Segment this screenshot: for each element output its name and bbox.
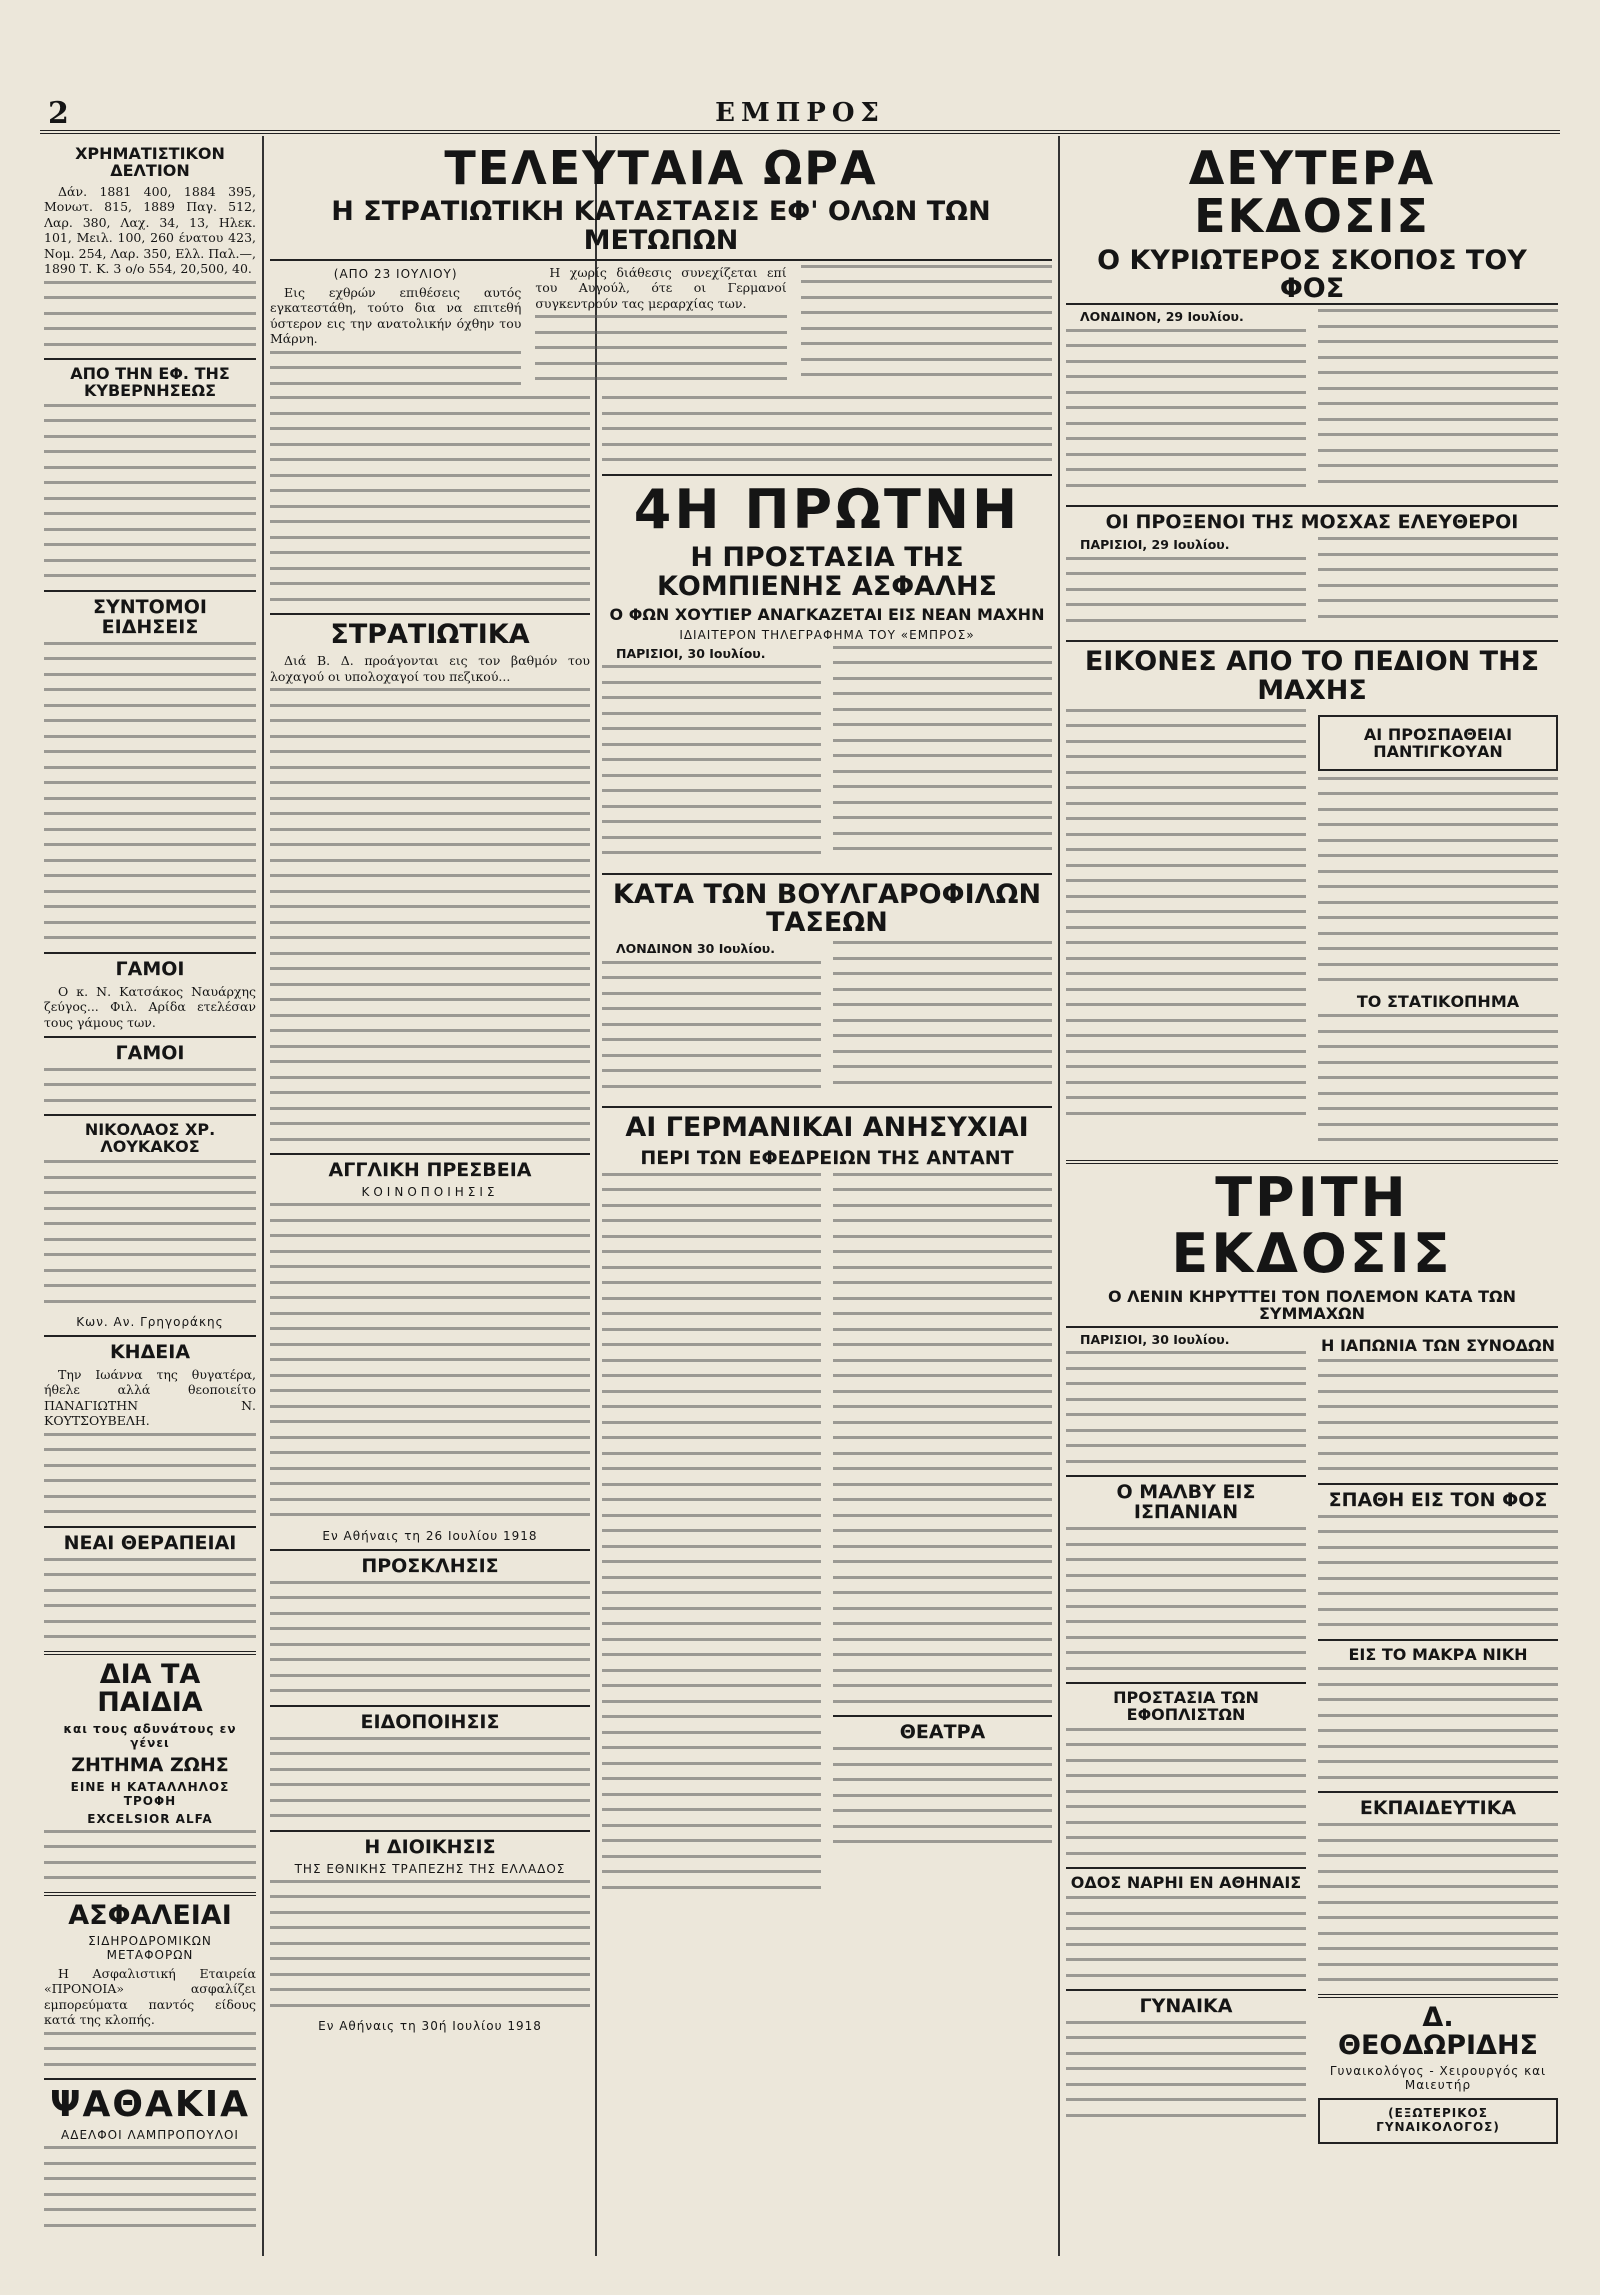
weddings2-title: ΓΑΜΟΙ: [115, 1042, 185, 1064]
children-ad: [44, 1658, 256, 1879]
military-title: ΣΤΡΑΤΙΩΤΙΚΑ: [330, 619, 530, 650]
children-ad-line: και τους αδυνάτους εν γένει: [63, 1721, 237, 1750]
third-edition-title: ΤΡΙΤΗ ΕΚΔΟΣΙΣ: [1171, 1165, 1453, 1286]
third-edition-subtitle: Ο ΛΕΝΙΝ ΚΗΡΥΤΤΕΙ ΤΟΝ ΠΟΛΕΜΟΝ ΚΑΤΑ ΤΩΝ ΣΥΜΜΑΧΩΝ: [1066, 1289, 1558, 1328]
children-ad-headline: ΖΗΤΗΜΑ ΖΩΗΣ: [71, 1753, 229, 1776]
gov-title: ΑΠΟ ΤΗΝ ΕΦ. ΤΗΣ ΚΥΒΕΡΝΗΣΕΩΣ: [70, 364, 230, 400]
notice-title: ΕΙΔΟΠΟΙΗΣΙΣ: [360, 1710, 500, 1733]
markets-title: ΧΡΗΜΑΤΙΣΤΙΚΟΝ ΔΕΛΤΙΟΝ: [75, 144, 225, 180]
invitation-title: ΠΡΟΣΚΛΗΣΙΣ: [361, 1554, 499, 1577]
last-hour-section: [270, 138, 1052, 388]
japan-title: Η ΙΑΠΩΝΙΑ ΤΩΝ ΣΥΝΟΔΩΝ: [1321, 1335, 1555, 1355]
children-ad-line2: ΕΙΝΕ Η ΚΑΤΑΛΛΗΛΟΣ ΤΡΟΦΗ: [70, 1779, 230, 1808]
proxenoi-title: ΟΙ ΠΡΟΞΕΝΟΙ ΤΗΣ ΜΟΣΧΑΣ ΕΛΕΥΘΕΡΟΙ: [1105, 511, 1519, 534]
psathakia-title: ΨΑΘΑΚΙΑ: [49, 2084, 251, 2126]
proxenoi-dateline: ΠΑΡΙΣΙΟΙ, 29 Ιουλίου.: [1080, 537, 1230, 553]
pantigkouan-box: ΑΙ ΠΡΟΣΠΑΘΕΙΑΙ ΠΑΝΤΙΓΚΟΥΑΝ: [1363, 724, 1513, 761]
weddings-text: Ο κ. Ν. Κατσάκος Ναυάρχης ζεύγος... Φιλ. Αρίδα ετελέσαν τους γάμους των.: [44, 983, 256, 1030]
last-hour-p2: Η χωρίς διάθεσις συνεχίζεται επί του Αυγούλ, ότε οι Γερμανοί συγκεντρούν τας μεραρχίας των.: [535, 264, 787, 311]
insurance-title: ΑΣΦΑΛΕΙΑΙ: [68, 1899, 232, 1931]
last-hour-title: ΤΕΛΕΥΤΑΙΑ ΩΡΑ: [444, 141, 878, 195]
spathi-title: ΣΠΑΘΗ ΕΙΣ ΤΟΝ ΦΟΣ: [1328, 1488, 1548, 1511]
loukakos-title: ΝΙΚΟΛΑΟΣ ΧΡ. ΛΟΥΚΑΚΟΣ: [84, 1120, 216, 1157]
weddings-title: ΓΑΜΟΙ: [115, 957, 185, 980]
right-column: [1066, 138, 1558, 2258]
bulgar-dateline: ΛΟΝΔΙΝΟΝ 30 Ιουλίου.: [616, 941, 775, 957]
prostasia-title: ΠΡΟΣΤΑΣΙΑ ΤΩΝ ΕΦΟΠΛΙΣΤΩΝ: [1113, 1688, 1259, 1724]
embassy-title: ΑΓΓΛΙΚΗ ΠΡΕΣΒΕΙΑ: [328, 1159, 532, 1182]
last-hour-date: (ΑΠΟ 23 ΙΟΥΛΙΟΥ): [333, 266, 458, 281]
column-rule: [595, 136, 597, 2256]
fourth-edition-title: 4Η ΠΡΩΤΝΗ: [633, 477, 1021, 541]
page-number: 2: [48, 96, 69, 131]
children-ad-title: ΔΙΑ ΤΑ ΠΑΙΔΙΑ: [97, 1658, 203, 1719]
doctor-ad-box: (ΕΞΩΤΕΡΙΚΟΣ ΓΥΝΑΙΚΟΛΟΓΟΣ): [1376, 2106, 1500, 2135]
german-title-2: ΠΕΡΙ ΤΩΝ ΕΦΕΔΡΕΙΩΝ ΤΗΣ ΑΝΤΑΝΤ: [640, 1146, 1014, 1169]
column-rule: [1058, 136, 1060, 2256]
new-therapies-title: ΝΕΑΙ ΘΕΡΑΠΕΙΑΙ: [63, 1531, 237, 1554]
children-ad-brand: EXCELSIOR ALFA: [87, 1811, 213, 1826]
fourth-edition-source: ΙΔΙΑΙΤΕΡΟΝ ΤΗΛΕΓΡΑΦΗΜΑ ΤΟΥ «ΕΜΠΡΟΣ»: [679, 627, 975, 642]
military-text: Διά Β. Δ. προάγονται εις τον βαθμόν του λοχαγού οι υπολοχαγοί του πεζικού...: [270, 653, 590, 684]
embassy-subtitle: ΚΟΙΝΟΠΟΙΗΣΙΣ: [361, 1185, 499, 1200]
last-hour-p1: Εις εχθρών επιθέσεις αυτός εγκατεστάθη, τούτο δια να επιτεθή ύστερον εις την ανατολικήν όχθην του Μάρνη.: [270, 284, 522, 347]
bank-title-2: ΤΗΣ ΕΘΝΙΚΗΣ ΤΡΑΠΕΖΗΣ ΤΗΣ ΕΛΛΑΔΟΣ: [294, 1861, 566, 1876]
gyn-title: ΓΥΝΑΙΚΑ: [1139, 1995, 1233, 2018]
insurance-subtitle: ΣΙΔΗΡΟΔΡΟΜΙΚΩΝ ΜΕΤΑΦΟΡΩΝ: [88, 1933, 212, 1962]
theatre-title: ΘΕΑΤΡΑ: [899, 1721, 986, 1744]
embassy-date: Εν Αθήναις τη 26 Ιουλίου 1918: [322, 1528, 538, 1543]
psathakia-subtitle: ΑΔΕΛΦΟΙ ΛΑΜΠΡΟΠΟΥΛΟΙ: [61, 2128, 239, 2143]
bank-date: Εν Αθήναις τη 30ή Ιουλίου 1918: [318, 2019, 542, 2034]
doctor-ad-line: Γυναικολόγος - Χειρουργός και Μαιευτήρ: [1329, 2064, 1547, 2093]
left-column: [44, 140, 256, 2260]
third-edition-dateline: ΠΑΡΙΣΙΟΙ, 30 Ιουλίου.: [1080, 1331, 1230, 1347]
bulgar-title: ΚΑΤΑ ΤΩΝ ΒΟΥΛΓΑΡΟΦΙΛΩΝ ΤΑΣΕΩΝ: [612, 878, 1042, 939]
markets-text: Δάν. 1881 400, 1884 395, Μονωτ. 815, 1889 Παγ. 512, Λαρ. 380, Λαχ. 34, 13, Ηλεκ. 101, Μειλ. 100, 260 ένατου 423, Νομ. 254, Λαρ. 350, Ελλ. Παλ.—, 1890 Τ. Κ. 3 ο/ο 554, 20,500, 40.: [44, 183, 256, 277]
last-hour-subtitle: Η ΣΤΡΑΤΙΩΤΙΚΗ ΚΑΤΑΣΤΑΣΙΣ ΕΦ' ΟΛΩΝ ΤΩΝ ΜΕΤΩΠΩΝ: [270, 198, 1052, 261]
education-title: ΕΚΠΑΙΔΕΥΤΙΚΑ: [1359, 1797, 1517, 1820]
doctor-ad-name: Δ. ΘΕΟΔΩΡΙΔΗΣ: [1338, 2001, 1538, 2062]
short-news-title: ΣΥΝΤΟΜΟΙ ΕΙΔΗΣΕΙΣ: [93, 595, 207, 638]
fourth-dateline: ΠΑΡΙΣΙΟΙ, 30 Ιουλίου.: [616, 645, 766, 661]
insurance-text: Η Ασφαλιστική Εταιρεία «ΠΡΟΝΟΙΑ» ασφαλίζει εμπορεύματα παντός είδους κατά της κλοπής.: [44, 1965, 256, 2028]
fourth-edition-subtitle: Η ΠΡΟΣΤΑΣΙΑ ΤΗΣ ΚΟΜΠΙΕΝΗΣ ΑΣΦΑΛΗΣ: [657, 542, 997, 602]
bank-title-1: Η ΔΙΟΙΚΗΣΙΣ: [364, 1835, 496, 1858]
nike-title: ΕΙΣ ΤΟ ΜΑΚΡΑ ΝΙΚΗ: [1348, 1644, 1528, 1664]
center-left-column: [270, 396, 590, 2256]
paper-name: ΕΜΠΡΟΣ: [715, 98, 885, 128]
loukakos-signature: Κων. Αν. Γρηγοράκης: [76, 1315, 224, 1330]
german-title-1: ΑΙ ΓΕΡΜΑΝΙΚΑΙ ΑΝΗΣΥΧΙΑΙ: [625, 1112, 1029, 1144]
fourth-edition-line: Ο ΦΩΝ ΧΟΥΤΙΕΡ ΑΝΑΓΚΑΖΕΤΑΙ ΕΙΣ ΝΕΑΝ ΜΑΧΗΝ: [609, 604, 1045, 624]
malvi-title: Ο ΜΑΛΒΥ ΕΙΣ ΙΣΠΑΝΙΑΝ: [1116, 1481, 1256, 1524]
statikopima-title: ΤΟ ΣΤΑΤΙΚΟΠΗΜΑ: [1356, 991, 1520, 1011]
funeral-text: Την Ιωάννα της θυγατέρα, ήθελε αλλά θεοποιείτο ΠΑΝΑΓΙΩΤΗΝ Ν. ΚΟΥΤΣΟΥΒΕΛΗ.: [44, 1366, 256, 1429]
column-rule: [262, 136, 264, 2256]
funeral-title: ΚΗΔΕΙΑ: [109, 1341, 191, 1364]
fourth-edition-column: [602, 396, 1052, 2256]
second-edition-dateline: ΛΟΝΔΙΝΟΝ, 29 Ιουλίου.: [1080, 309, 1244, 325]
odos-title: ΟΔΟΣ ΝΑΡΗΙ ΕΝ ΑΘΗΝΑΙΣ: [1070, 1873, 1302, 1893]
second-edition-subtitle: Ο ΚΥΡΙΩΤΕΡΟΣ ΣΚΟΠΟΣ ΤΟΥ ΦΟΣ: [1066, 247, 1558, 306]
battlefield-images-title: ΕΙΚΟΝΕΣ ΑΠΟ ΤΟ ΠΕΔΙΟΝ ΤΗΣ ΜΑΧΗΣ: [1084, 646, 1540, 706]
masthead: [40, 96, 1560, 134]
second-edition-title: ΔΕΥΤΕΡΑ ΕΚΔΟΣΙΣ: [1188, 141, 1436, 244]
